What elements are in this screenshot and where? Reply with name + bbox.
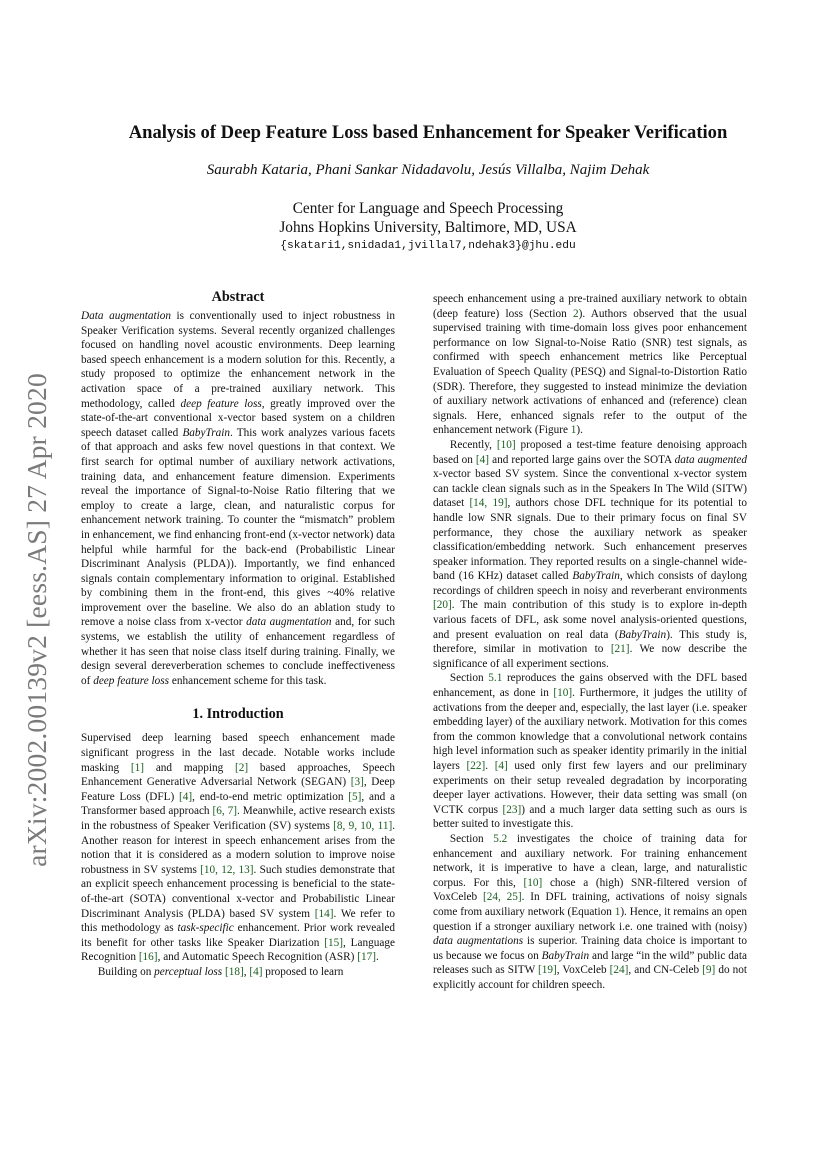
right-paragraph-4: Section 5.2 investigates the choice of training data for enhancement and auxiliary network. For training enhancement network, it is imperative to have a clean, large, and naturalistic corpus. For this, [10] chose a (high) SNR-filtered version of VoxCeleb [24, 25]. In DFL training, activations of noisy signals come from auxiliary network (Equation 1). Hence, it remains an open question if a stronger auxiliary network i.e. one trained with (noisy) data augmentations is superior. Training data choice is important to us because we focus on BabyTrain and large “in the wild” public data releases such as SITW [19], VoxCeleb [24], and CN-Celeb [9] do not explicitly account for children speech. (433, 832, 747, 991)
citation-link[interactable]: [2] (235, 761, 249, 774)
citation-link[interactable]: [4] (179, 790, 193, 803)
citation-link[interactable]: [10] (496, 438, 516, 451)
citation-link[interactable]: [3] (350, 776, 364, 789)
citation-link[interactable]: [17] (357, 951, 376, 964)
citation-link[interactable]: [16] (138, 951, 158, 964)
intro-paragraph-2: Building on perceptual loss [18], [4] proposed to learn (97, 965, 344, 978)
citation-link[interactable]: [5] (348, 790, 362, 803)
author-list: Saurabh Kataria, Phani Sankar Nidadavolu, Jesús Villalba, Najim Dehak (206, 162, 650, 178)
citation-link[interactable]: [19] (538, 964, 557, 977)
citation-link[interactable]: [10] (523, 876, 543, 889)
citation-link[interactable]: [9] (702, 964, 716, 977)
citation-link[interactable]: [14, 19] (469, 497, 508, 510)
arxiv-stamp (14, 350, 60, 890)
citation-link[interactable]: [10] (553, 687, 573, 700)
citation-link[interactable]: [15] (324, 936, 343, 949)
right-paragraph-2: Recently, [10] proposed a test-time feature denoising approach based on [4] and reported large gains over the SOTA data augmented x-vector based SV system. Since the conventional x-vector system can tackle clean signals such as in the Speakers In The Wild (SITW) dataset [14, 19], authors chose DFL technique for its potential to handle low SNR signals. Due to their primary focus on final SV performance, they chose the auxiliary network as speaker classification/embedding network. Such enhancement preserves speaker information. They reported results on a single-channel wide-band (16 KHz) dataset called BabyTrain, which consists of daylong recordings of children speech in noisy and reverberant environments [20]. The main contribution of this study is to explore in-depth various facets of DFL, ask some novel analysis-oriented questions, and present evaluation on real data (BabyTrain). This study is, therefore, similar in motivation to [21]. We now describe the significance of all experiment sections. (433, 438, 748, 670)
citation-link[interactable]: [24] (609, 964, 629, 977)
equation-link[interactable]: 1 (614, 905, 621, 918)
introduction-heading: 1. Introduction (192, 706, 284, 723)
affiliation-university: Johns Hopkins University, Baltimore, MD, USA (279, 219, 577, 236)
citation-link[interactable]: [18] (224, 965, 244, 978)
figure-link[interactable]: 1 (570, 424, 577, 437)
affiliation-center: Center for Language and Speech Processing (292, 200, 564, 217)
author-emails: {skatari1,snidada1,jvillal7,ndehak3}@jhu.edu (280, 240, 576, 252)
abstract-text: Data augmentation is conventionally used to inject robustness in Speaker Verification systems. Several recently organized challenges focused on handling novel acoustic environments. Deep learning based speech enhancement is a modern solution for this. Recently, a study proposed to optimize the enhancement network in the activation space of a pre-trained auxiliary network. This methodology, called deep feature loss, greatly improved over the state-of-the-art conventional x-vector based system on a children speech dataset called BabyTrain. This work analyzes various facets of that approach and asks few novel questions in that context. We first search for optimal number of auxiliary network activations, training data, and enhancement feature dimension. Experiments reveal the importance of Signal-to-Noise Ratio filtering that we employ to create a large, clean, and naturalistic corpus for enhancement network training. To counter the “mismatch” problem in enhancement, we find enhancing front-end (x-vector network) data helpful while harmful for the back-end (Probabilistic Linear Discriminant Analysis (PLDA)). Importantly, we find enhanced signals contain complementary information to original. Established by combining them in the front-end, this gives ~40% relative improvement over the baseline. We also do an ablation study to remove a noise class from x-vector data augmentation and, for such systems, we establish the utility of enhancement regardless of whether it has seen that noise class itself during training. Finally, we design several dereverberation schemes to conclude ineffectiveness of deep feature loss enhancement scheme for this task. (81, 310, 395, 687)
right-paragraph-1: speech enhancement using a pre-trained auxiliary network to obtain (deep feature) loss (Section 2). Authors observed that the usual supervised training with time-domain loss gives poor enhancement performance on low Signal-to-Noise Ratio (SNR) test signals, as confirmed with speech enhancement metrics like Perceptual Evaluation of Speech Quality (PESQ) and Signal-to-Distortion Ratio (SDR). Therefore, they suggested to instead minimize the deviation of auxiliary network activations of enhanced and (reference) clean signals. Here, enhanced signals refer to the output of the enhancement network (Figure 1). (433, 293, 747, 437)
citation-link[interactable]: [8, 9, 10, 11] (333, 820, 393, 832)
citation-link[interactable]: [10, 12, 13] (200, 863, 254, 876)
citation-link[interactable]: [23] (502, 803, 522, 816)
citation-link[interactable]: [4] (475, 453, 490, 466)
paper-title: Analysis of Deep Feature Loss based Enhancement for Speaker Verification (128, 122, 728, 143)
right-column (433, 292, 747, 993)
citation-link[interactable]: [6, 7] (212, 805, 238, 818)
section-link[interactable]: 5.2 (493, 832, 508, 845)
left-column (81, 288, 395, 980)
citation-link[interactable]: [14] (314, 907, 334, 920)
citation-link[interactable]: [21] (610, 643, 630, 656)
intro-paragraph-1: Supervised deep learning based speech enhancement made significant progress in the last decade. Notable works include masking [1] and mapping [2] based approaches, Speech Enhancement Generative Adversarial Network (SEGAN) [3], Deep Feature Loss (DFL) [4], end-to-end metric optimization [5], and a Transformer based approach [6, 7]. Meanwhile, active research exists in the robustness of Speaker Verification (SV) systems [8, 9, 10, 11]. Another reason for interest in speech enhancement arises from the notion that it is considered as a modern solution to improve noise robustness in SV systems [10, 12, 13]. Such studies demonstrate that an explicit speech enhancement processing is beneficial to the state-of-the-art (SOTA) conventional x-vector and Probabilistic Linear Discriminant Analysis (PLDA) based SV system [14]. We refer to this methodology as task-specific enhancement. Prior work revealed its benefit for other tasks like Speaker Diarization [15], Language Recognition [16], and Automatic Speech Recognition (ASR) [17]. (81, 732, 396, 964)
abstract-heading: Abstract (211, 289, 265, 305)
citation-link[interactable]: [1] (130, 761, 145, 774)
citation-link[interactable]: [22] (466, 760, 486, 772)
right-paragraph-3: Section 5.1 reproduces the gains observed with the DFL based enhancement, as done in [10]. Furthermore, it judges the utility of activations from the deeper and, especially, the last layer (i.e. speaker embedding layer) of the auxiliary network. Motivation for this comes from the common knowledge that a convolutional network contains high level information such as speaker identity primarily in the initial layers [22]. [4] used only first few layers and our preliminary experiments on their setup revealed degradation by incorporating deeper layer activations. However, their data setting was small (on VCTK corpus [23]) and a much larger data setting such as ours is better suited to investigate this. (433, 672, 747, 831)
citation-link[interactable]: [20] (433, 599, 452, 612)
section-link[interactable]: 5.1 (488, 672, 503, 685)
citation-link[interactable]: [24, 25] (483, 891, 522, 904)
section-link[interactable]: 2 (572, 307, 579, 320)
arxiv-id: arXiv:2002.00139v2 [eess.AS] 27 Apr 2020 (21, 373, 53, 867)
citation-link[interactable]: [4] (249, 965, 263, 978)
citation-link[interactable]: [4] (494, 760, 508, 772)
